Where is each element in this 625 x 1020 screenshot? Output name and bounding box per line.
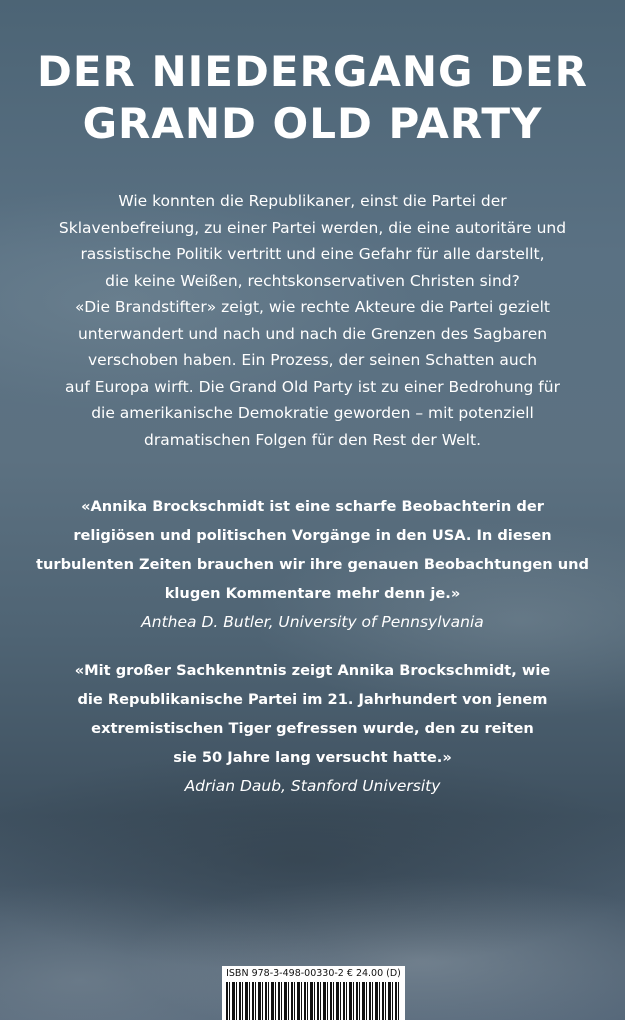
blurb-line: «Die Brandstifter» zeigt, wie rechte Akteure die Partei gezielt (75, 298, 550, 316)
blurb-line: die keine Weißen, rechtskonservativen Christen sind? (105, 271, 520, 290)
cover-title-line: DER NIEDERGANG DER (37, 47, 588, 96)
blurb-line: auf Europa wirft. Die Grand Old Party ist zu einer Bedrohung für (65, 377, 560, 396)
barcode-bars (226, 982, 401, 1020)
blurb-line: die amerikanische Demokratie geworden – mit potenziell (91, 404, 534, 422)
blurb-line: unterwandert und nach und nach die Grenzen des Sagbaren (77, 324, 548, 343)
quote-line: klugen Kommentare mehr denn je.» (164, 585, 461, 602)
blurb-line: Sklavenbefreiung, zu einer Partei werden, die eine autoritäre und (58, 218, 567, 237)
quote-line: extremistischen Tiger gefressen wurde, den zu reiten (91, 720, 534, 737)
blurb-line: dramatischen Folgen für den Rest der Welt. (143, 430, 481, 449)
blurb-line: rassistische Politik vertritt und eine Gefahr für alle darstellt, (80, 245, 545, 263)
endorsement-quote (0, 656, 625, 801)
blurb-line: Wie konnten die Republikaner, einst die Partei der (118, 192, 507, 210)
quote-line: religiösen und politischen Vorgänge in den USA. In diesen (73, 527, 552, 544)
cover-title (0, 46, 625, 150)
quote-line: «Annika Brockschmidt ist eine scharfe Beobachterin der (81, 498, 544, 515)
blurb-text (0, 188, 625, 453)
quote-attribution: Adrian Daub, Stanford University (184, 777, 441, 795)
quote-line: turbulenten Zeiten brauchen wir ihre genauen Beobachtungen und (36, 556, 589, 573)
cover-title-line: GRAND OLD PARTY (82, 99, 543, 148)
endorsement-quote (0, 492, 625, 637)
quote-attribution: Anthea D. Butler, University of Pennsylvania (141, 613, 484, 631)
quote-line: die Republikanische Partei im 21. Jahrhundert von jenem (77, 691, 548, 708)
blurb-line: verschoben haben. Ein Prozess, der seinen Schatten auch (87, 351, 538, 369)
barcode (222, 966, 405, 1020)
quote-line: sie 50 Jahre lang versucht hatte.» (173, 749, 452, 766)
quote-line: «Mit großer Sachkenntnis zeigt Annika Brockschmidt, wie (74, 662, 551, 679)
isbn-price-label: ISBN 978-3-498-00330-2 € 24.00 (D) (226, 968, 401, 979)
